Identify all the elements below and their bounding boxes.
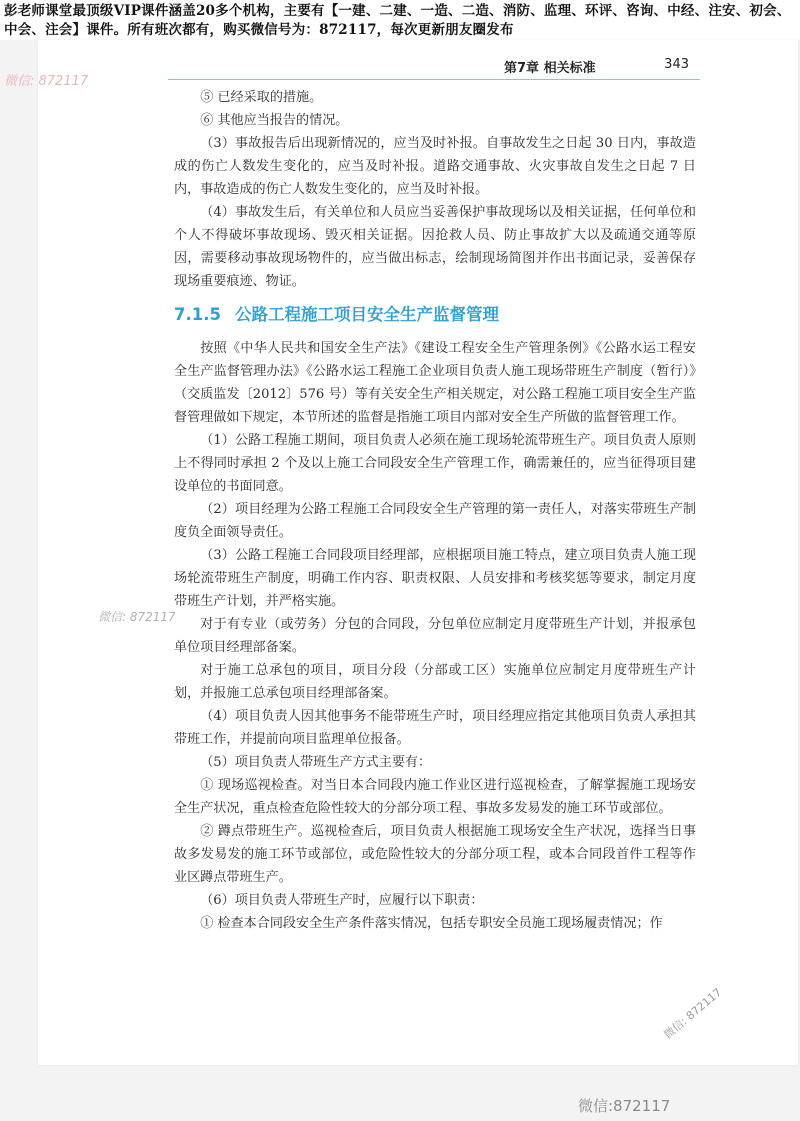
watermark-left-top: 微信: 872117 — [4, 74, 89, 89]
section-heading — [174, 302, 696, 328]
chapter-title: 第7章 相关标准 — [504, 61, 596, 76]
page-number: 343 — [664, 57, 689, 72]
page-body — [174, 86, 696, 935]
watermark-left-mid: 微信: 872117 — [98, 610, 176, 624]
paragraph: （3）事故报告后出现新情况的，应当及时补报。自事故发生之日起 30 日内，事故造成的伤亡人数发生变化的，应当及时补报。道路交通事故、火灾事故自发生之日起 7 日内，事故造成的伤亡人数发生变化的，应当及时补报。 — [174, 136, 696, 197]
paragraph: 对于施工总承包的项目，项目分段（分部或工区）实施单位应制定月度带班生产计划，并报施工总承包项目经理部备案。 — [174, 663, 696, 701]
paragraph: （3）公路工程施工合同段项目经理部，应根据项目施工特点，建立项目负责人施工现场轮流带班生产制度，明确工作内容、职责权限、人员安排和考核奖惩等要求，制定月度带班生产计划，并严格实施。 — [174, 548, 696, 609]
paragraph: （1）公路工程施工期间，项目负责人必须在施工现场轮流带班生产。项目负责人原则上不得同时承担 2 个及以上施工合同段安全生产管理工作，确需兼任的，应当征得项目建设单位的书面同意。 — [174, 433, 696, 494]
paragraph: （5）项目负责人带班生产方式主要有： — [200, 755, 432, 770]
watermark-diagonal: 微信: 872117 — [661, 985, 725, 1042]
paragraph: ① 现场巡视检查。对当日本合同段内施工作业区进行巡视检查，了解掌握施工现场安全生产状况，重点检查危险性较大的分部分项工程、事故多发易发的施工环节或部位。 — [174, 778, 696, 816]
paragraph: ⑤ 已经采取的措施。 — [200, 90, 323, 105]
paragraph: ② 蹲点带班生产。巡视检查后，项目负责人根据施工现场安全生产状况，选择当日事故多发易发的施工环节或部位，或危险性较大的分部分项工程，或本合同段首件工程等作业区蹲点带班生产。 — [174, 824, 696, 885]
paragraph: 按照《中华人民共和国安全生产法》《建设工程安全生产管理条例》《公路水运工程安全生产监督管理办法》《公路水运工程施工企业项目负责人施工现场带班生产制度（暂行）》（交质监发〔2012〕576 号）等有关安全生产相关规定，对公路工程施工项目安全生产监督管理做如下规定，本节所述的监督是指施工项目内部对安全生产所做的监督管理工作。 — [174, 341, 696, 425]
paragraph: 对于有专业（或劳务）分包的合同段，分包单位应制定月度带班生产计划，并报承包单位项目经理部备案。 — [174, 617, 696, 655]
header-rule — [168, 79, 700, 80]
section-number: 7.1.5 — [174, 305, 221, 324]
paragraph: ① 检查本合同段安全生产条件落实情况，包括专职安全员施工现场履责情况；作 — [200, 916, 663, 931]
paragraph: （6）项目负责人带班生产时，应履行以下职责： — [200, 893, 484, 908]
paragraph: （4）项目负责人因其他事务不能带班生产时，项目经理应指定其他项目负责人承担其带班工作，并提前向项目监理单位报备。 — [174, 709, 696, 747]
banner-text: 彭老师课堂最顶级VIP课件涵盖20多个机构，主要有【一建、二建、一造、二造、消防、监理、环评、咨询、中经、注安、初会、中会、注会】课件。所有班次都有，购买微信号为：872117，每次更新朋友圈发布 — [4, 3, 791, 38]
running-header — [504, 57, 689, 77]
watermark-bottom: 微信:872117 — [578, 1097, 671, 1115]
section-title: 公路工程施工项目安全生产监督管理 — [234, 305, 499, 324]
paragraph: （4）事故发生后，有关单位和人员应当妥善保护事故现场以及相关证据，任何单位和个人不得破坏事故现场、毁灭相关证据。因抢救人员、防止事故扩大以及疏通交通等原因，需要移动事故现场物件的，应当做出标志，绘制现场简图并作出书面记录，妥善保存现场重要痕迹、物证。 — [174, 205, 696, 289]
paragraph: ⑥ 其他应当报告的情况。 — [200, 113, 349, 128]
paragraph: （2）项目经理为公路工程施工合同段安全生产管理的第一责任人，对落实带班生产制度负全面领导责任。 — [174, 502, 696, 540]
top-banner — [0, 0, 800, 40]
